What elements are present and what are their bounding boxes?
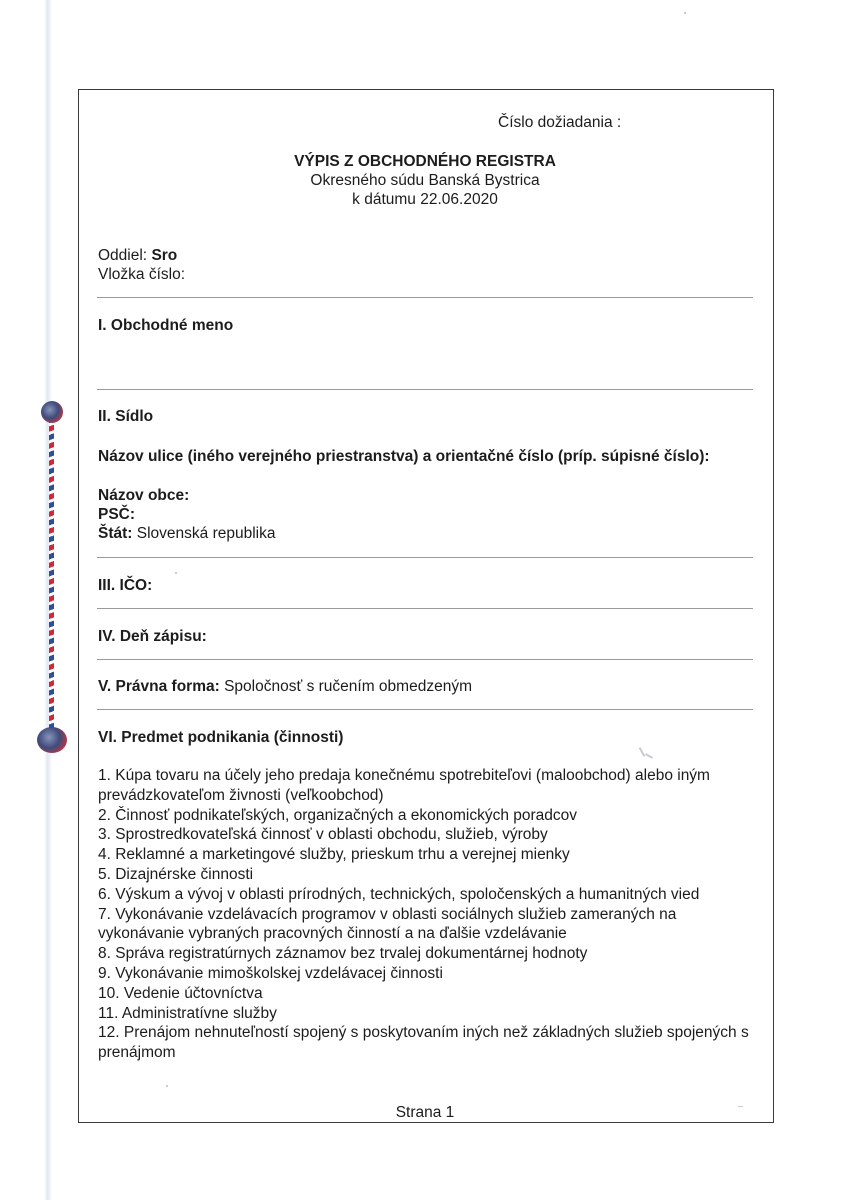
section-line — [98, 246, 177, 266]
binding-seal-top — [41, 401, 63, 423]
heading-business-name: I. Obchodné meno — [98, 317, 234, 334]
list-item: 6. Výskum a vývoj v oblasti prírodných, technických, spoločenských a humanitných vied — [98, 885, 700, 903]
scan-speck — [738, 1106, 743, 1107]
heading-legal-form: V. Právna forma: — [98, 678, 220, 695]
separator — [97, 297, 753, 298]
list-item: 10. Vedenie účtovníctva — [98, 984, 263, 1002]
postal-code-label: PSČ: — [98, 506, 136, 523]
list-item: 8. Správa registratúrnych záznamov bez trvalej dokumentárnej hodnoty — [98, 945, 588, 963]
scan-speck — [166, 1085, 168, 1087]
heading-registration-date: IV. Deň zápisu: — [98, 628, 207, 645]
heading-ico: III. IČO: — [98, 577, 153, 594]
page-number: Strana 1 — [395, 1104, 455, 1121]
section-value: Sro — [151, 247, 178, 264]
list-item: 7. Vykonávanie vzdelávacích programov v oblasti sociálnych služieb zameraných na vykonávanie vybraných pracovných činností a na ďalšie vzdelávanie — [98, 905, 677, 943]
separator — [97, 659, 753, 660]
separator — [97, 709, 753, 710]
list-item: 9. Vykonávanie mimoškolskej vzdelávacej činnosti — [98, 964, 443, 982]
list-item: 12. Prenájom nehnuteľností spojený s poskytovaním iných než základných služieb spojených s prenájmom — [98, 1024, 749, 1062]
separator — [97, 608, 753, 609]
request-number-label: Číslo dožiadania : — [498, 114, 622, 131]
section-label: Oddiel: — [98, 247, 148, 264]
heading-seat: II. Sídlo — [98, 408, 154, 425]
list-item: 1. Kúpa tovaru na účely jeho predaja konečnému spotrebiteľovi (maloobchod) alebo iným prevádzkovateľom živnosti (veľkoobchod) — [98, 767, 710, 804]
document-header — [200, 152, 650, 209]
document-title: VÝPIS Z OBCHODNÉHO REGISTRA — [294, 153, 556, 170]
business-activities-list — [98, 766, 758, 1063]
list-item: 5. Dizajnérske činnosti — [98, 865, 254, 883]
legal-form-value: Spoločnosť s ručením obmedzeným — [224, 678, 472, 695]
binding-seal-bottom — [37, 727, 67, 753]
municipality-label: Názov obce: — [98, 487, 190, 504]
heading-business-activities: VI. Predmet podnikania (činnosti) — [98, 729, 344, 746]
country-label: Štát: — [98, 525, 133, 542]
tricolor-binding-string — [49, 418, 54, 736]
separator — [97, 389, 753, 390]
country-line — [98, 524, 276, 544]
list-item: 3. Sprostredkovateľská činnosť v oblasti obchodu, služieb, výroby — [98, 826, 548, 844]
extract-date: k dátumu 22.06.2020 — [352, 191, 498, 208]
list-item: 4. Reklamné a marketingové služby, prieskum trhu a verejnej mienky — [98, 846, 570, 864]
court-name: Okresného súdu Banská Bystrica — [310, 172, 540, 189]
scan-speck — [175, 572, 177, 574]
separator — [97, 557, 753, 558]
scan-speck — [684, 12, 686, 14]
street-label: Názov ulice (iného verejného priestranstva) a orientačné číslo (príp. súpisné číslo): — [98, 448, 710, 465]
legal-form-line — [98, 677, 472, 697]
country-value: Slovenská republika — [136, 525, 276, 542]
insert-number-label: Vložka číslo: — [98, 266, 186, 283]
list-item: 2. Činnosť podnikateľských, organizačných a ekonomických poradcov — [98, 806, 578, 824]
list-item: 11. Administratívne služby — [98, 1004, 277, 1022]
